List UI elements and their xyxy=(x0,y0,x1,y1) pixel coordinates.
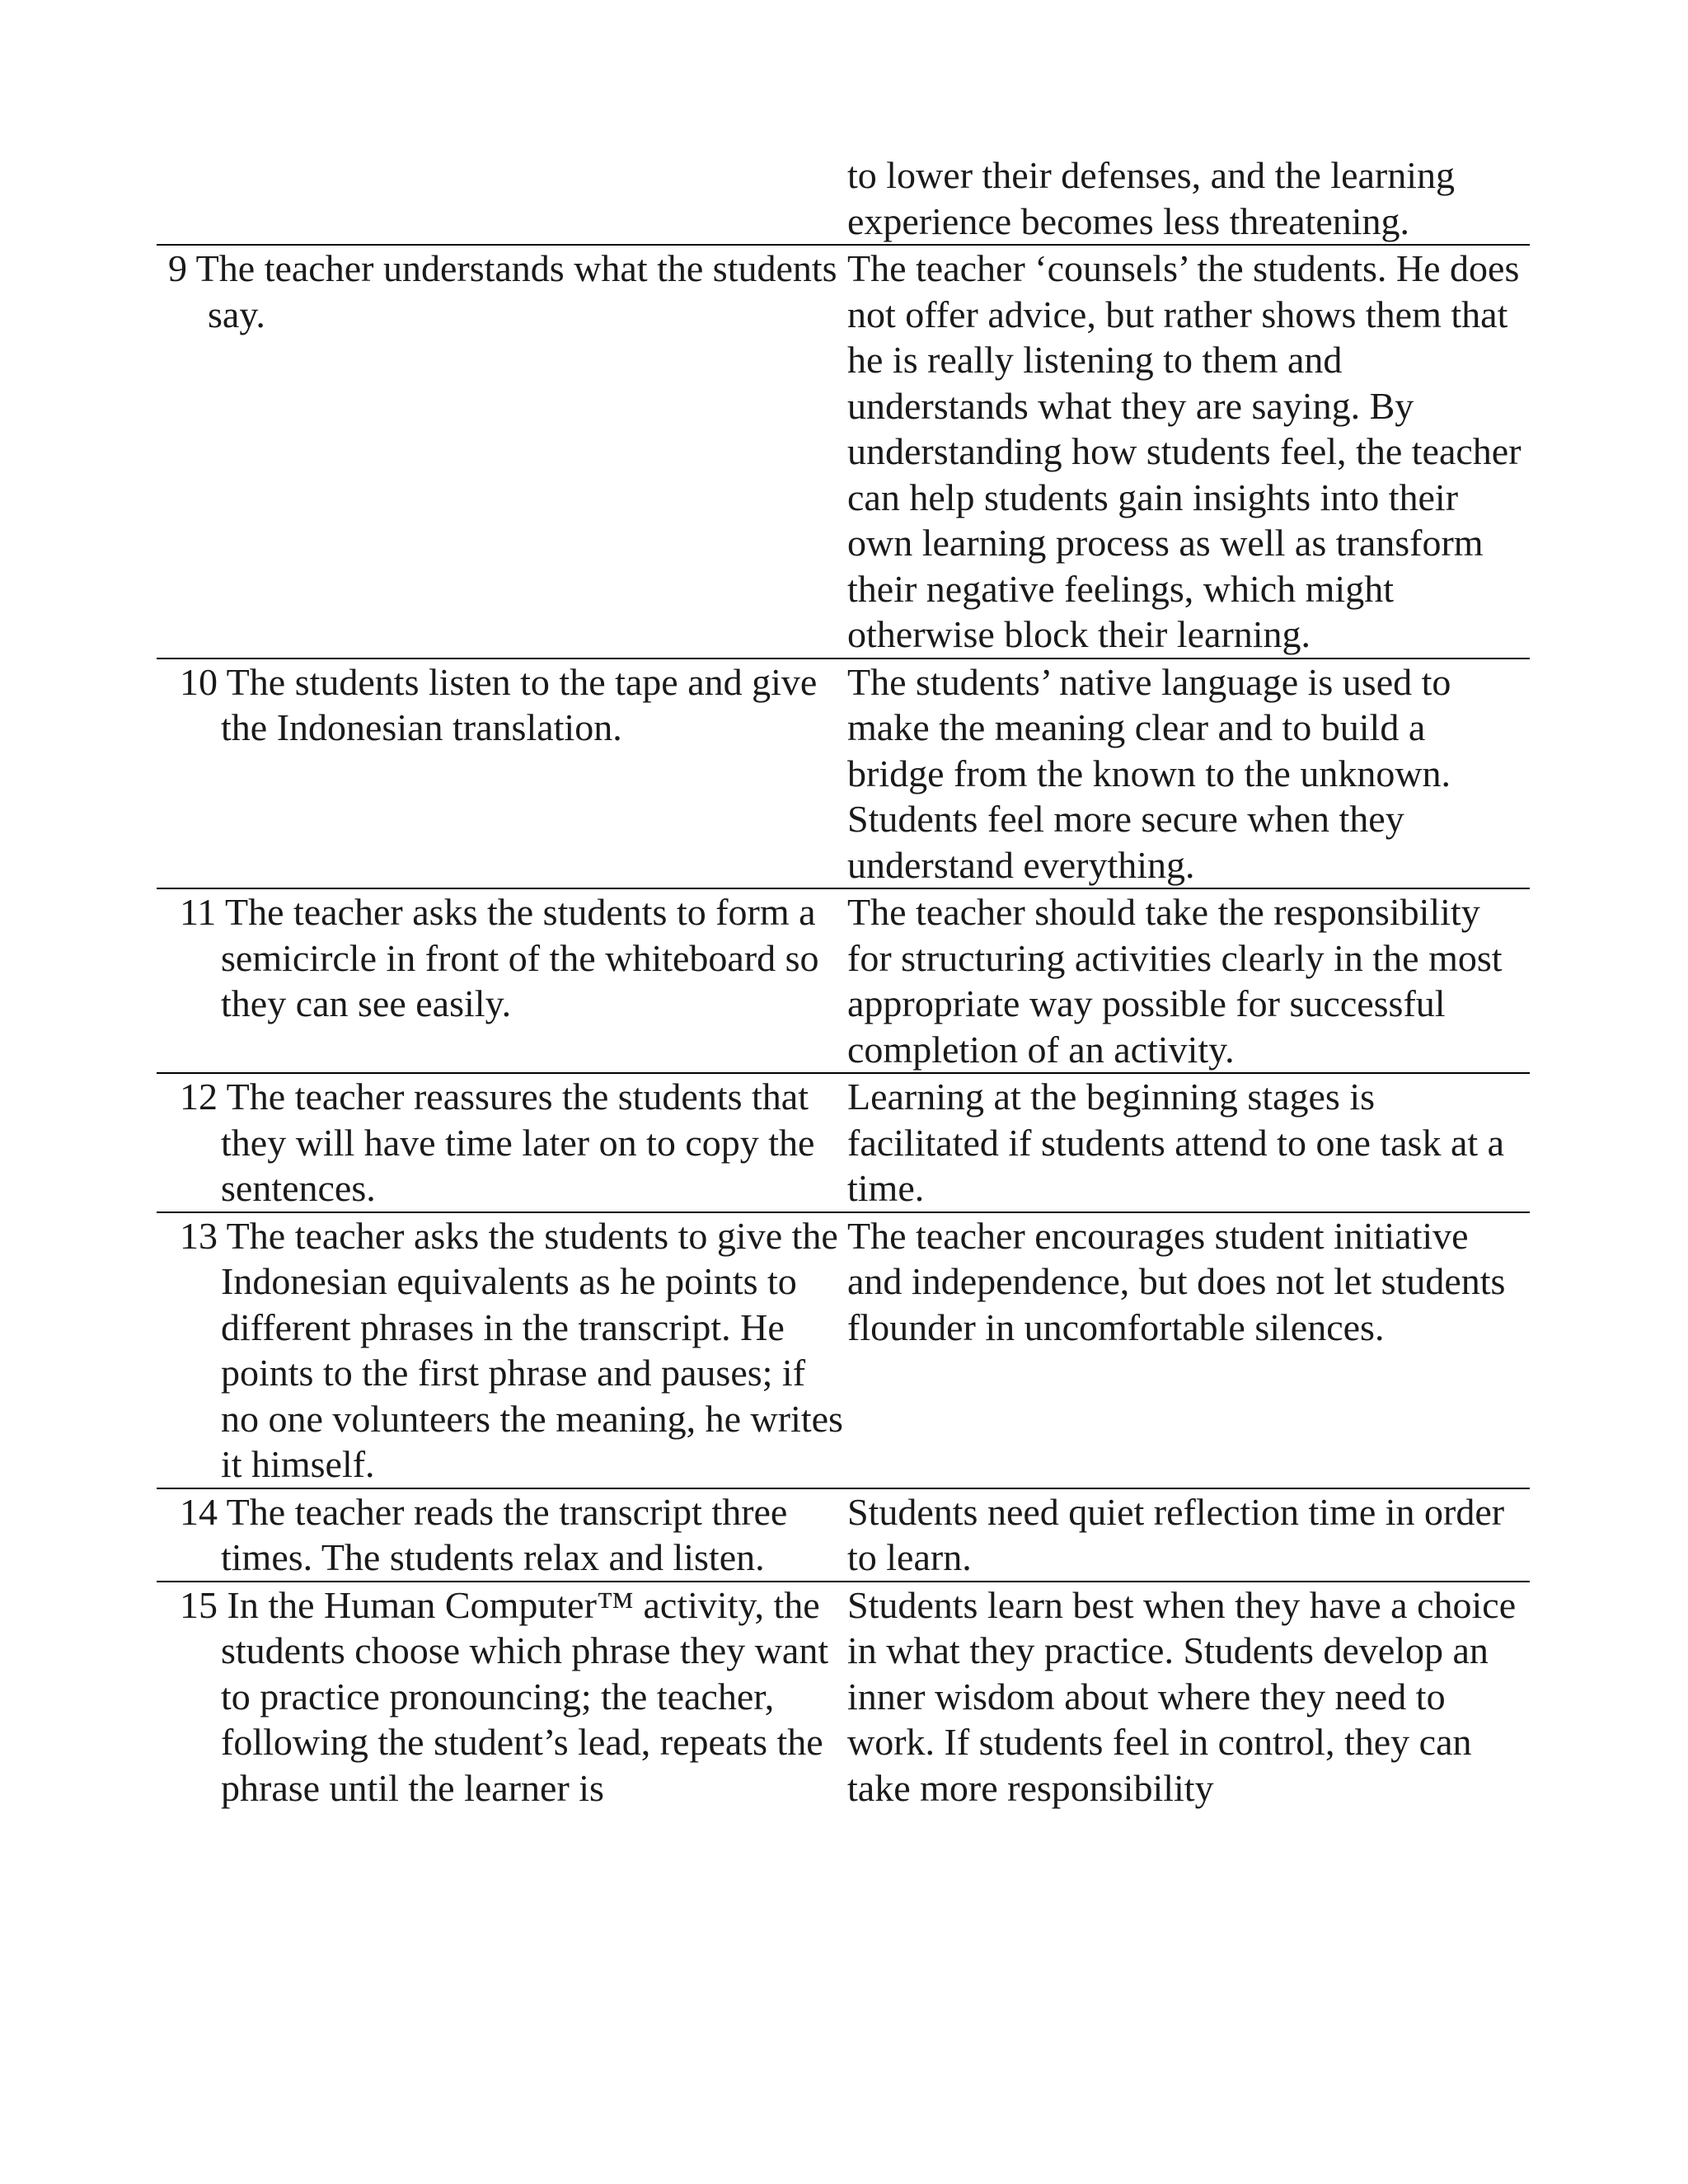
observation xyxy=(168,889,847,1027)
observation-cell xyxy=(157,1073,847,1212)
principle-text: The teacher encourages student initiative and independence, but does not let students flounder in uncomfortable silences. xyxy=(847,1214,1506,1348)
observation xyxy=(168,246,847,337)
observation-text: The teacher asks the students to form a semicircle in front of the whiteboard so they can see easily. xyxy=(221,891,819,1024)
principle-cell xyxy=(847,245,1530,658)
principle-cell xyxy=(847,1212,1530,1488)
observation-number: 12 xyxy=(180,1076,218,1118)
table-row xyxy=(157,245,1530,658)
principle-text: The teacher ‘counsels’ the students. He does not offer advice, but rather shows them that he is really listening to them and understands what they are saying. By understanding how students feel, the teacher can help students gain insights into their own learning process as well as transform their negative feelings, which might otherwise block their learning. xyxy=(847,247,1522,655)
principle-cell xyxy=(847,1073,1530,1212)
observation-text: The teacher asks the students to give the Indonesian equivalents as he points to different phrases in the transcript. He points to the first phrase and pauses; if no one volunteers the meaning, he writes it himself. xyxy=(221,1214,843,1485)
principle-text: Learning at the beginning stages is facilitated if students attend to one task at a time. xyxy=(847,1076,1505,1209)
observation xyxy=(168,1213,847,1488)
observation-cell xyxy=(157,1582,847,1811)
table-row xyxy=(157,152,1530,245)
observation-number: 14 xyxy=(180,1490,218,1533)
table-row xyxy=(157,888,1530,1073)
table-row xyxy=(157,1488,1530,1582)
principle-text: The students’ native language is used to make the meaning clear and to build a bridge from the known to the unknown. Students feel more secure when they understand everything. xyxy=(847,660,1451,886)
observation-cell xyxy=(157,658,847,889)
table-row xyxy=(157,1212,1530,1488)
observations-principles-table xyxy=(157,152,1530,1811)
principle-text: Students learn best when they have a choice in what they practice. Students develop an inner wisdom about where they need to work. If students feel in control, they can take more responsibility xyxy=(847,1583,1517,1809)
observation-text: The students listen to the tape and give the Indonesian translation. xyxy=(221,660,818,748)
principle-cell xyxy=(847,1582,1530,1811)
table-row xyxy=(157,658,1530,889)
principle-cell xyxy=(847,1488,1530,1582)
observation-cell xyxy=(157,1212,847,1488)
observation-number: 13 xyxy=(180,1214,218,1257)
observation xyxy=(168,659,847,751)
principle-text: Students need quiet reflection time in order to learn. xyxy=(847,1490,1505,1578)
principle-text: to lower their defenses, and the learning experience becomes less threatening. xyxy=(847,154,1456,242)
principle-cell xyxy=(847,152,1530,245)
observation-text: The teacher reassures the students that they will have time later on to copy the sentences. xyxy=(221,1076,815,1209)
observation-number: 11 xyxy=(180,891,217,933)
observation xyxy=(168,1489,847,1581)
observation-cell xyxy=(157,245,847,658)
observation-text: The teacher reads the transcript three times. The students relax and listen. xyxy=(221,1490,788,1578)
observation-cell xyxy=(157,888,847,1073)
observation-number: 15 xyxy=(180,1583,218,1626)
table-row xyxy=(157,1582,1530,1811)
principle-text: The teacher should take the responsibility for structuring activities clearly in the most appropriate way possible for successful completion of an activity. xyxy=(847,891,1503,1071)
observation xyxy=(168,1582,847,1811)
principle-cell xyxy=(847,888,1530,1073)
observation xyxy=(168,1074,847,1212)
observation-cell xyxy=(157,152,847,245)
observation-text: The teacher understands what the students say. xyxy=(195,247,837,335)
observation-cell xyxy=(157,1488,847,1582)
observation-number: 10 xyxy=(180,660,218,703)
principle-cell xyxy=(847,658,1530,889)
observation-text: In the Human Computer™ activity, the students choose which phrase they want to practice pronouncing; the teacher, following the student’s lead, repeats the phrase until the learner is xyxy=(221,1583,829,1809)
observation-number: 9 xyxy=(168,247,187,289)
table-row xyxy=(157,1073,1530,1212)
